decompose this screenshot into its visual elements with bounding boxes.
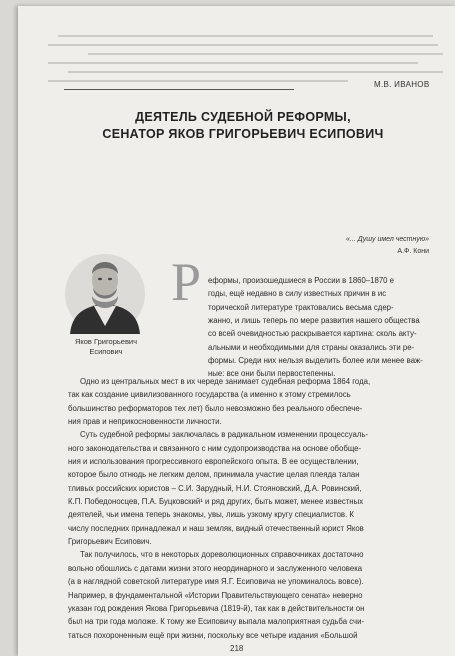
- body-text: [68, 375, 430, 642]
- page-number: 218: [230, 644, 244, 653]
- paragraph: [68, 548, 430, 641]
- caption-line-2: Есипович: [89, 347, 123, 356]
- bleed-through-text: [48, 30, 443, 86]
- text-line: ния прав и неприкосновенности личности.: [68, 417, 222, 427]
- bleed-through-lines: [48, 30, 443, 86]
- text-line: Григорьевич Есипович.: [68, 537, 152, 547]
- paragraph: [68, 375, 430, 428]
- text-line: которое было отнюдь не легким делом, принимала участие целая плеяда талан: [68, 470, 360, 480]
- text-line: таться похороненным ещё при жизни, поскольку все четыре издания «Большой: [68, 630, 358, 640]
- text-line: Так получилось, что в некоторых дореволюционных справочниках достаточно: [80, 550, 364, 560]
- text-line: Например, в фундаментальной «Истории Правительствующего сената» неверно: [68, 590, 363, 600]
- text-line: Суть судебной реформы заключалась в радикальном изменении процессуаль-: [80, 430, 369, 440]
- drop-cap: Р: [171, 252, 202, 312]
- text-line: (а в наглядной советской литературе имя Я.Г. Есиповича не упоминалось вовсе).: [68, 577, 364, 587]
- text-line: деятелей, чьи имена теперь знакомы, увы, лишь узкому кругу специалистов. К: [68, 510, 354, 520]
- epigraph: [346, 234, 429, 258]
- text-line: большинство реформаторов тех лет) было невозможно без реального обеспече-: [68, 403, 363, 413]
- text-line: жанно, и лишь теперь по мере развития нашего общества: [208, 316, 420, 326]
- text-line: ного законодательства и связанного с ним судопроизводства на основе обобще-: [68, 443, 362, 453]
- text-line: альными и необходимыми для страны оказались эти ре-: [208, 342, 415, 352]
- title-line-1: ДЕЯТЕЛЬ СУДЕБНОЙ РЕФОРМЫ,: [135, 110, 351, 124]
- text-line: К.П. Победоносцев, П.А. Буцковский¹ и ряд других, быть может, менее известных: [68, 497, 364, 507]
- epigraph-quote: «... Душу имел честную»: [346, 236, 429, 243]
- text-line: еформы, произошедшиеся в России в 1860–1870 е: [208, 276, 395, 285]
- title-line-2: СЕНАТОР ЯКОВ ГРИГОРЬЕВИЧ ЕСИПОВИЧ: [102, 127, 384, 141]
- text-line: формы. Среди них нельзя выделить более или менее важ-: [208, 356, 423, 366]
- caption-line-1: Яков Григорьевич: [74, 337, 138, 346]
- header-rule: [64, 89, 294, 90]
- text-line: тливых российских юристов – С.И. Зарудный, Н.И. Стояновский, Д.А. Ровинский,: [68, 483, 362, 493]
- text-line: годы, ещё недавно в силу известных причин в ис: [208, 289, 387, 299]
- text-line: был на три года моложе. К тому же Есиповичу выпала малоприятная судьба счи-: [68, 617, 365, 627]
- text-line: так как создание цивилизованного государства (а именно к этому стремилось: [68, 390, 351, 400]
- text-line: вольно обошлись с датами жизни этого неординарного и заслуженного человека: [68, 563, 363, 573]
- portrait-caption: [58, 337, 154, 357]
- text-line: Одно из центральных мест в их череде занимает судебная реформа 1864 года,: [80, 377, 371, 386]
- text-line: со всей очевидностью раскрывается картина: сколь акту-: [208, 329, 417, 339]
- text-line: числу последних принадлежал и наш земляк, видный отечественный юрист Яков: [68, 523, 364, 533]
- text-line: ные: все они были первостепенны.: [208, 369, 336, 379]
- article-title: [58, 109, 428, 143]
- text-line: торической литературе трактовались весьма сдер-: [208, 302, 394, 312]
- paragraph: [68, 428, 430, 548]
- running-header-author: М.В. ИВАНОВ: [374, 80, 430, 89]
- intro-column: [208, 274, 430, 381]
- epigraph-source: А.Ф. Кони: [397, 248, 429, 255]
- text-line: указан год рождения Якова Григорьевича (1819-й), так как в действительности он: [68, 603, 365, 613]
- portrait-engraving: [64, 244, 146, 334]
- text-line: ния и использования прогрессивного европейского опыта. В ее осуществлении,: [68, 457, 359, 467]
- book-page: [18, 6, 455, 656]
